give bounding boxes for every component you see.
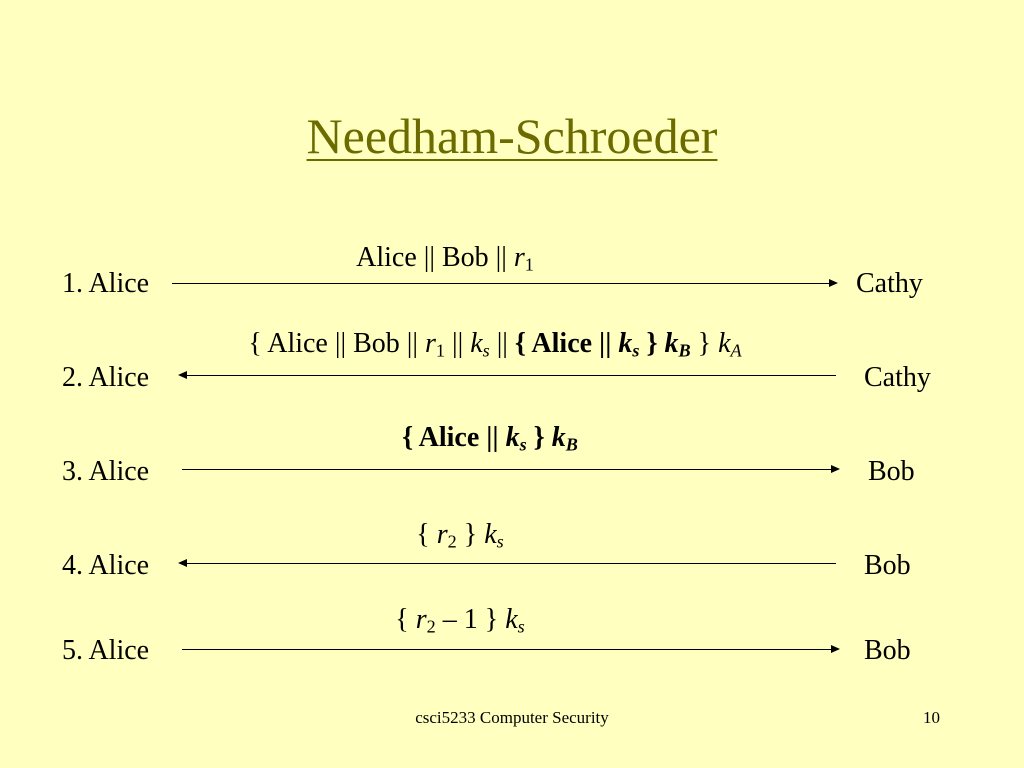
step-4-label: 4. Alice [62, 550, 150, 581]
message-3-ticket-kb: k [551, 422, 566, 453]
step-5-party: Bob [864, 635, 911, 666]
message-2 [150, 327, 840, 361]
message-2-key: k [470, 328, 483, 359]
message-5-nonce: r [415, 604, 427, 635]
arrow-3-head [831, 465, 840, 473]
message-3-ticket-key: k [505, 422, 520, 453]
arrow-4 [180, 563, 836, 564]
message-1 [300, 241, 590, 275]
message-2-ticket-kb-sub: B [678, 340, 691, 361]
step-1-party: Cathy [856, 268, 923, 299]
arrow-2-head [178, 371, 187, 379]
message-2-ticket-key: k [618, 328, 633, 359]
message-2-ticket-open: { Alice || [514, 328, 619, 359]
message-2-ticket-key-sub: s [632, 340, 640, 361]
arrow-4-head [178, 559, 187, 567]
message-2-ka-sub: A [730, 340, 742, 361]
message-5-key: k [505, 604, 518, 635]
message-2-sep2: || [489, 328, 515, 359]
message-5-mid: – 1 } [435, 604, 506, 635]
message-5-key-sub: s [517, 616, 525, 637]
message-2-nonce-sub: 1 [435, 340, 445, 361]
message-4-key: k [484, 519, 497, 550]
message-2-ticket-kb: k [664, 328, 679, 359]
arrow-1 [172, 283, 836, 284]
arrow-2 [180, 375, 836, 376]
step-3-label: 3. Alice [62, 456, 150, 487]
step-4-party: Bob [864, 550, 911, 581]
arrow-5-head [831, 645, 840, 653]
message-4-open: { [416, 519, 437, 550]
message-2-nonce: r [424, 328, 436, 359]
message-3 [340, 421, 640, 455]
step-3-party: Bob [868, 456, 915, 487]
page-number: 10 [923, 708, 940, 727]
message-4-nonce: r [436, 519, 448, 550]
slide-title: Needham-Schroeder [306, 108, 718, 164]
message-3-ticket-open: { Alice || [402, 422, 506, 453]
message-1-nonce-sub: 1 [524, 254, 534, 275]
arrow-5 [182, 649, 838, 650]
message-4-nonce-sub: 2 [447, 531, 457, 552]
message-2-open: { Alice || Bob || [248, 328, 425, 359]
message-5-open: { [395, 604, 416, 635]
message-4-close: } [456, 519, 485, 550]
message-5-nonce-sub: 2 [426, 616, 436, 637]
message-2-close: } [690, 328, 719, 359]
message-3-ticket-close: } [526, 422, 552, 453]
message-4-key-sub: s [496, 531, 504, 552]
message-4 [370, 518, 550, 552]
message-1-nonce: r [513, 242, 525, 273]
arrow-3 [182, 469, 838, 470]
message-5 [360, 603, 560, 637]
arrow-1-head [829, 279, 838, 287]
message-2-key-sub: s [482, 340, 490, 361]
message-2-sep1: || [444, 328, 471, 359]
slide-footer: csci5233 Computer Security [415, 708, 609, 727]
message-2-ticket-close: } [639, 328, 665, 359]
message-1-text: Alice || Bob || [356, 242, 514, 273]
step-1-label: 1. Alice [62, 268, 150, 299]
step-5-label: 5. Alice [62, 635, 150, 666]
step-2-party: Cathy [864, 362, 931, 393]
step-2-label: 2. Alice [62, 362, 150, 393]
message-3-ticket-kb-sub: B [565, 434, 578, 455]
message-3-ticket-key-sub: s [519, 434, 527, 455]
message-2-ka: k [718, 328, 731, 359]
